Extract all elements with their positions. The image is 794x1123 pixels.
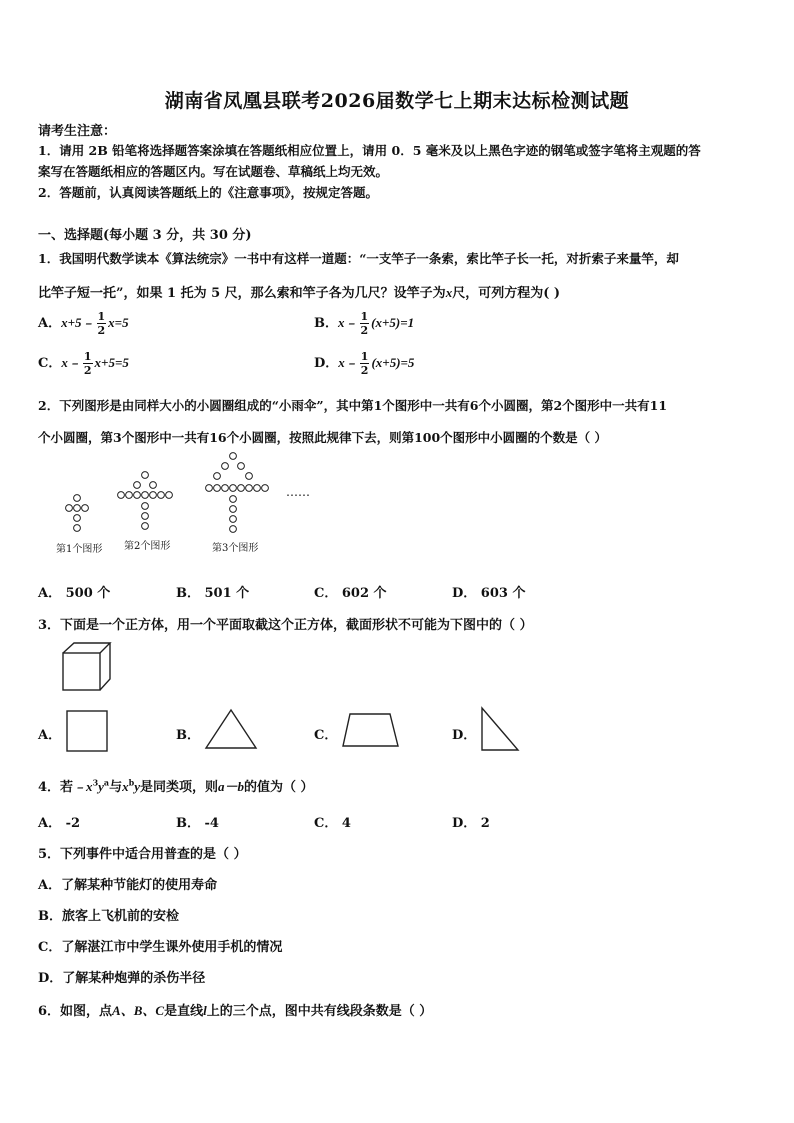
q2-ellipsis: …… xyxy=(286,485,310,499)
q4-text: 4．若$﹣x^3y^a$与$x^by$是同类项，则a－b的值为（ ） xyxy=(38,777,314,795)
right-triangle-shape xyxy=(478,706,522,754)
q4-option-c: C． 4 xyxy=(314,816,351,831)
fraction-half: $\frac{1}{2}$ xyxy=(360,310,369,337)
q4-option-b: B． -4 xyxy=(176,816,219,831)
fraction-half: $\frac{1}{2}$ xyxy=(83,350,92,377)
notice-item-1-line-2: 案写在答题纸相应的答题区内。写在试题卷、草稿纸上均无效。 xyxy=(38,164,389,179)
q2-caption-2: 第2个图形 xyxy=(124,541,171,552)
q2-line-2: 个小圆圈，第3个图形中一共有16个小圆圈，按照此规律下去，则第100个图形中小圆圈的个数是（ ） xyxy=(38,430,608,445)
trapezoid-shape xyxy=(340,710,402,750)
umbrella-figure-3 xyxy=(206,453,269,533)
q3-option-c-label: C． xyxy=(314,728,338,743)
q3-option-a-label: A． xyxy=(38,728,62,743)
q5-option-a: A．了解某种节能灯的使用寿命 xyxy=(38,878,218,893)
square-shape xyxy=(66,710,110,754)
section-heading: 一、选择题(每小题 3 分，共 30 分) xyxy=(38,228,252,243)
q2-option-d: D． 603 个 xyxy=(452,586,526,601)
q2-line-1: 2．下列图形是由同样大小的小圆圈组成的“小雨伞”，其中第1个图形中一共有6个小圆圈，第2个图形中一共有11 xyxy=(38,398,668,413)
q1-option-c: C．x﹣ $\frac{1}{2}$ x+5=5 xyxy=(38,350,129,377)
fraction-half: $\frac{1}{2}$ xyxy=(97,310,106,337)
umbrella-figure-1 xyxy=(66,495,89,532)
q3-option-d-label: D． xyxy=(452,728,477,743)
fraction-half: $\frac{1}{2}$ xyxy=(360,350,369,377)
q5-text: 5．下列事件中适合用普查的是（ ） xyxy=(38,847,247,862)
q1-line-1: 1．我国明代数学读本《算法统宗》一书中有这样一道题：“一支竿子一条索，索比竿子长一托，对折索子来量竿，却 xyxy=(38,251,679,266)
notice-heading: 请考生注意： xyxy=(38,124,117,139)
q5-option-c: C．了解湛江市中学生课外使用手机的情况 xyxy=(38,940,283,955)
q6-text: 6．如图，点A、B、C是直线l上的三个点，图中共有线段条数是（ ） xyxy=(38,1003,433,1019)
q5-option-b: B．旅客上飞机前的安检 xyxy=(38,909,179,924)
q2-option-a: A． 500 个 xyxy=(38,586,111,601)
q3-text: 3．下面是一个正方体，用一个平面取截这个正方体，截面形状不可能为下图中的（ ） xyxy=(38,618,533,633)
q1-option-d: D．x﹣ $\frac{1}{2}$ (x+5)=5 xyxy=(314,350,415,377)
q1-option-b: B．x﹣ $\frac{1}{2}$ (x+5)=1 xyxy=(314,310,415,337)
page-title: 湖南省凤凰县联考2026届数学七上期末达标检测试题 xyxy=(164,90,630,112)
notice-item-2: 2．答题前，认真阅读答题纸上的《注意事项》，按规定答题。 xyxy=(38,185,378,200)
notice-item-1-line-1: 1．请用 2B 铅笔将选择题答案涂填在答题纸相应位置上，请用 0．5 毫米及以上黑色字迹的钢笔或签字笔将主观题的答 xyxy=(38,143,701,158)
q1-option-a: A．x+5﹣ $\frac{1}{2}$ x=5 xyxy=(38,310,129,337)
umbrella-figure-2 xyxy=(118,472,173,530)
cube-figure xyxy=(60,640,114,694)
q2-caption-3: 第3个图形 xyxy=(212,543,259,554)
q4-option-d: D． 2 xyxy=(452,816,490,831)
q2-option-c: C． 602 个 xyxy=(314,586,387,601)
q4-option-a: A． -2 xyxy=(38,816,81,831)
triangle-shape xyxy=(202,708,258,752)
q2-option-b: B． 501 个 xyxy=(176,586,250,601)
q2-caption-1: 第1个图形 xyxy=(56,544,103,555)
q5-option-d: D．了解某种炮弹的杀伤半径 xyxy=(38,971,206,986)
q1-line-2: 比竿子短一托”，如果 1 托为 5 尺，那么索和竿子各为几尺？设竿子为x尺，可列方程为( ) xyxy=(38,285,561,301)
q3-option-b-label: B． xyxy=(176,728,200,743)
